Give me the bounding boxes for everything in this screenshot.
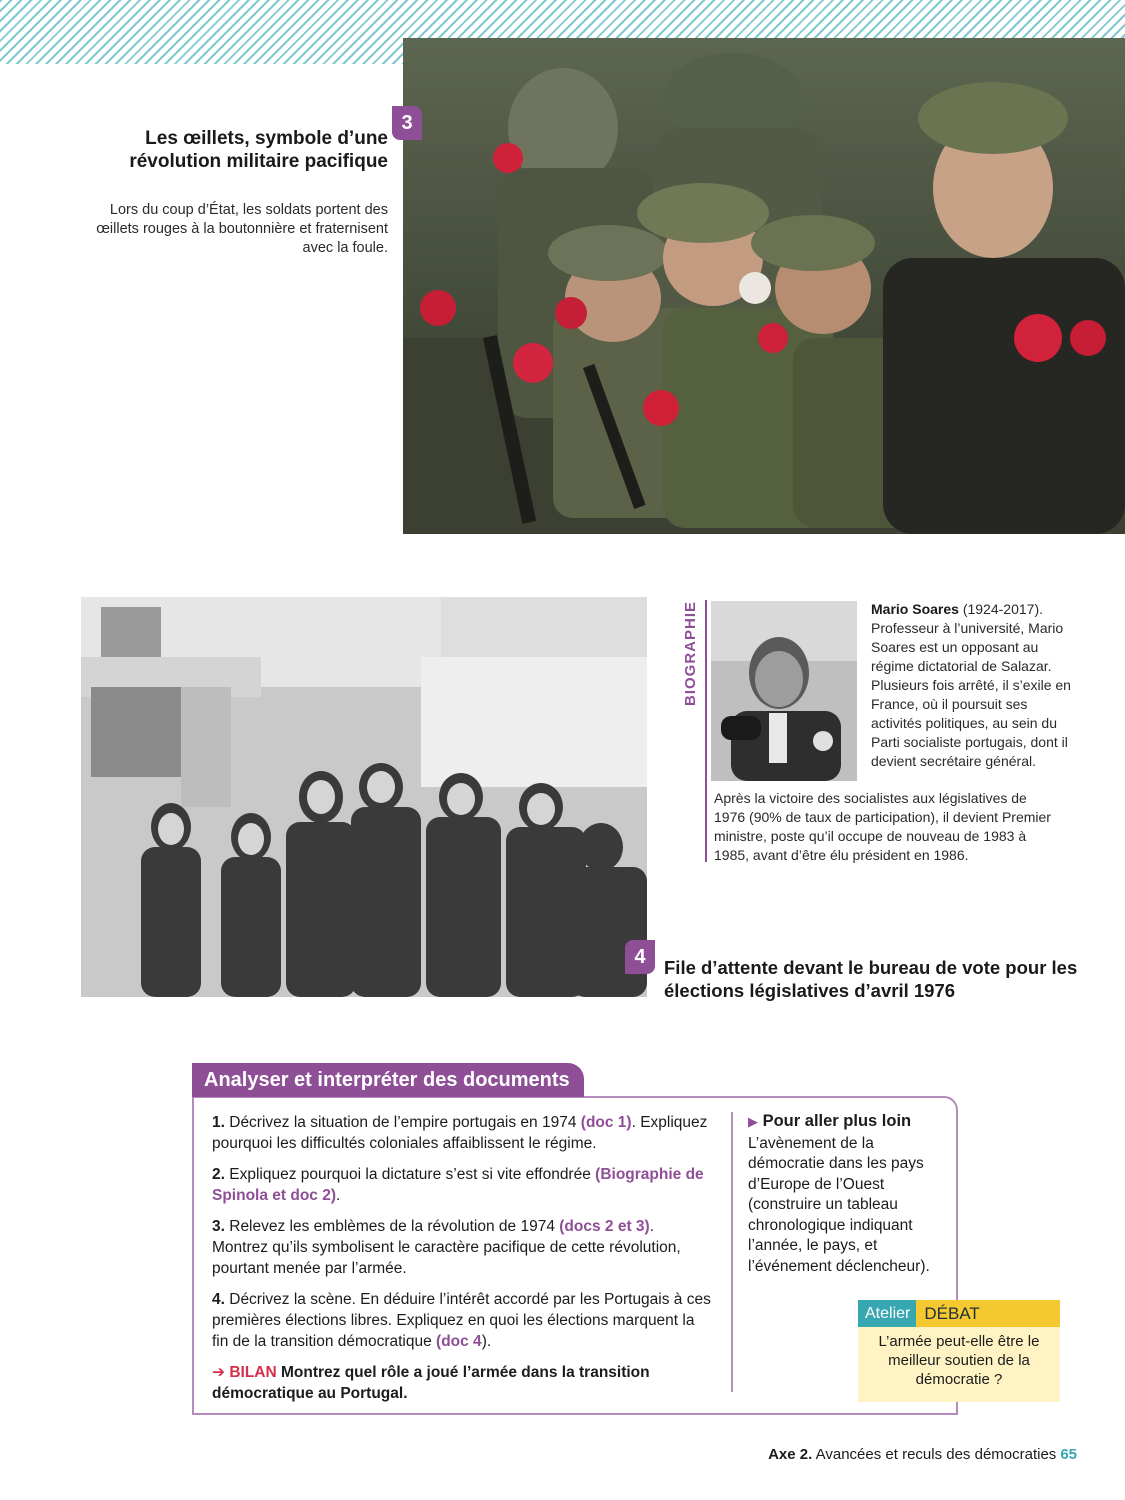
- doc3-title: Les œillets, symbole d’une révolution militaire pacifique: [129, 128, 388, 172]
- bilan-text: Montrez quel rôle a joué l’armée dans la transition démocratique au Portugal.: [212, 1364, 650, 1402]
- question-3-after: . Montrez qu’ils symbolisent le caractère pacifique de cette révolution, pourtant menée par l’armée.: [212, 1218, 681, 1277]
- page-footer: [768, 1446, 1077, 1463]
- polling-queue-photo: [81, 597, 647, 997]
- further-heading-text: Pour aller plus loin: [762, 1112, 912, 1130]
- question-1: [212, 1112, 712, 1154]
- page-number: 65: [1060, 1446, 1077, 1463]
- biography-label-text: BIOGRAPHIE: [681, 600, 699, 706]
- question-4-number: 4.: [212, 1291, 225, 1308]
- further-section: [748, 1111, 938, 1277]
- question-3-number: 3.: [212, 1218, 225, 1235]
- question-2-number: 2.: [212, 1166, 225, 1183]
- atelier-question: L’armée peut-elle être le meilleur soutien de la démocratie ?: [878, 1333, 1040, 1388]
- questions-list: [212, 1112, 712, 1414]
- biography-name: Mario Soares: [871, 601, 959, 617]
- biography-text-below: Après la victoire des socialistes aux législatives de 1976 (90% de taux de participation), il devient Premier ministre, poste qu’il occupe de nouveau de 1983 à 1985, avant d’être élu président en 1986.: [714, 790, 1051, 863]
- atelier-type: DÉBAT: [916, 1300, 1060, 1327]
- atelier-header: [858, 1300, 1060, 1327]
- biography-text-right: [871, 600, 1071, 771]
- bilan-arrow-icon: ➔: [212, 1364, 225, 1381]
- question-1-text: Décrivez la situation de l’empire portugais en 1974: [224, 1114, 581, 1131]
- doc3-number-badge: 3: [392, 106, 422, 140]
- question-3-text: Relevez les emblèmes de la révolution de 1974: [224, 1218, 560, 1235]
- question-4-ref: (doc 4: [436, 1333, 482, 1350]
- question-2-after: .: [336, 1187, 341, 1204]
- question-2-text: Expliquez pourquoi la dictature s’est si vite effondrée: [224, 1166, 596, 1183]
- biography-text-beside: Professeur à l’université, Mario Soares est un opposant au régime dictatorial de Salazar. Plusieurs fois arrêté, il s’exile en France, où il poursuit ses activités politiques, au sein du Parti socialiste portugais, dont il devient secrétaire général.: [871, 620, 1071, 769]
- biography-rule: [705, 600, 707, 862]
- doc3-caption: Lors du coup d’État, les soldats portent des œillets rouges à la boutonnière et fraternisent avec la foule.: [96, 202, 388, 256]
- atelier-debat-box: [858, 1300, 1060, 1402]
- soldiers-carnations-photo: [403, 38, 1125, 534]
- question-1-ref: (doc 1): [580, 1114, 632, 1131]
- analyse-heading: Analyser et interpréter des documents: [192, 1063, 584, 1097]
- question-1-after: . Expliquez pourquoi les difficultés coloniales affaiblissent le régime.: [212, 1114, 708, 1152]
- atelier-label: Atelier: [858, 1300, 916, 1327]
- mario-soares-portrait: [711, 601, 857, 781]
- question-4-after: ).: [481, 1333, 492, 1350]
- question-4: [212, 1289, 712, 1352]
- question-2-ref: (Biographie de Spinola et doc 2): [212, 1166, 704, 1204]
- question-1-number: 1.: [212, 1114, 225, 1131]
- footer-title: Avancées et reculs des démocraties: [812, 1446, 1057, 1463]
- further-text: L’avènement de la démocratie dans les pays d’Europe de l’Ouest (construire un tableau chronologique indiquant l’année, le pays, et l’événement déclencheur).: [748, 1134, 930, 1275]
- question-3-ref: (docs 2 et 3): [559, 1218, 650, 1235]
- column-divider: [731, 1112, 733, 1392]
- question-3: [212, 1216, 712, 1279]
- bilan-label: BILAN: [229, 1364, 277, 1381]
- further-heading: [748, 1111, 938, 1133]
- footer-axe: Axe 2.: [768, 1446, 813, 1463]
- biography-dates: (1924-2017).: [958, 601, 1043, 617]
- doc4-number-badge: 4: [625, 940, 655, 974]
- doc4-title: File d’attente devant le bureau de vote pour les élections législatives d’avril 1976: [664, 957, 1078, 1001]
- question-2: [212, 1164, 712, 1206]
- question-4-text: Décrivez la scène. En déduire l’intérêt accordé par les Portugais à ces premières élections libres. Expliquez en quoi les élections marquent la fin de la transition démocratique: [212, 1291, 711, 1350]
- triangle-right-icon: ▶: [748, 1114, 758, 1129]
- biography-label: [673, 598, 707, 708]
- bilan: [212, 1362, 712, 1404]
